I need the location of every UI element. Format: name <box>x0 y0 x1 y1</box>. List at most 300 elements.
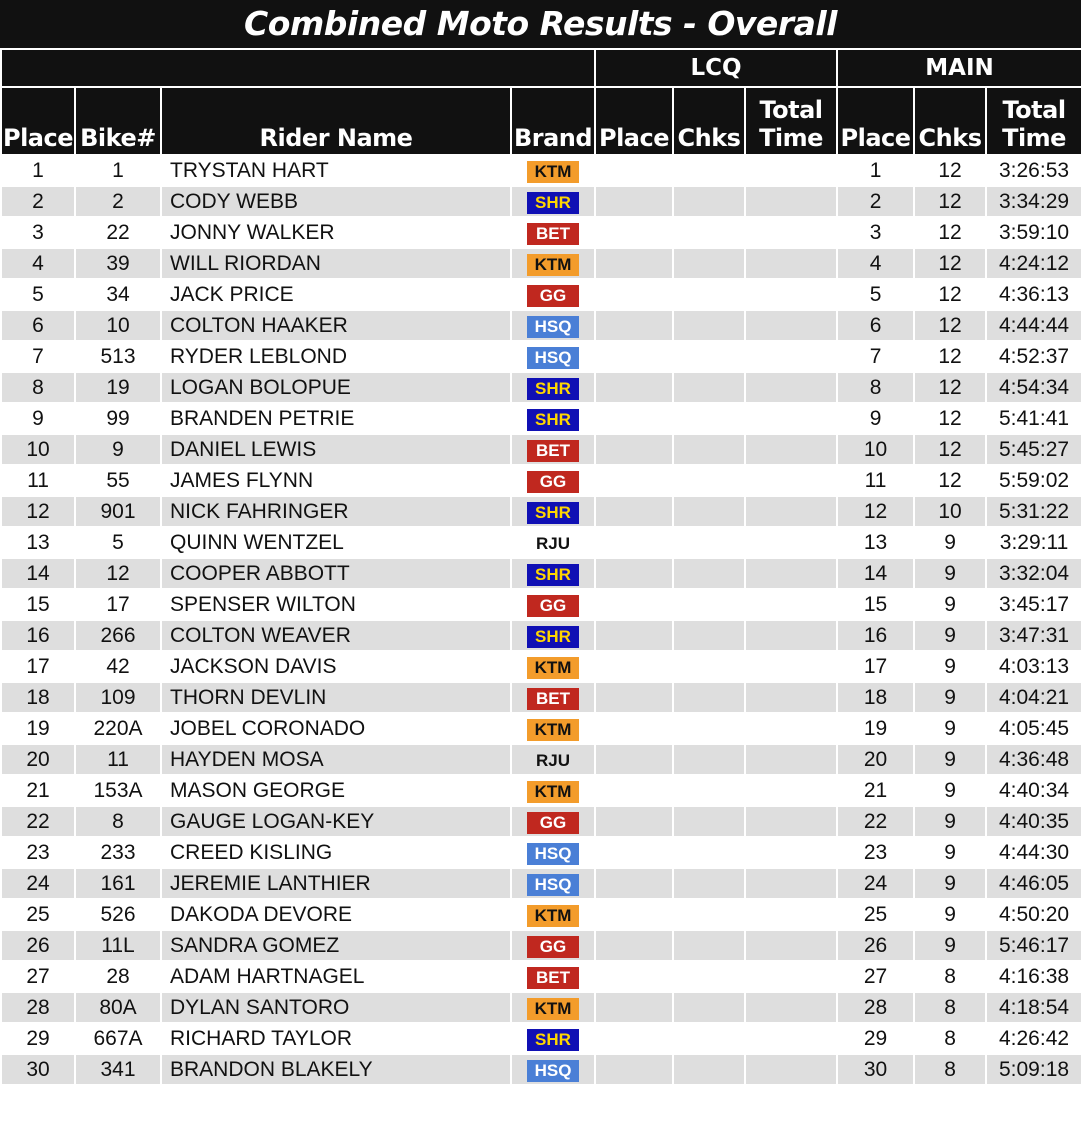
cell-rider-name: NICK FAHRINGER <box>161 496 511 527</box>
cell-brand <box>511 713 595 744</box>
table-row <box>1 310 1082 341</box>
cell-place: 30 <box>1 1054 75 1085</box>
cell-main-chks: 9 <box>914 589 986 620</box>
cell-main-total-time: 3:26:53 <box>986 155 1082 186</box>
cell-main-chks: 12 <box>914 155 986 186</box>
cell-lcq-place <box>595 837 673 868</box>
cell-main-chks: 12 <box>914 465 986 496</box>
cell-rider-name: SPENSER WILTON <box>161 589 511 620</box>
table-row <box>1 372 1082 403</box>
cell-main-total-time: 5:31:22 <box>986 496 1082 527</box>
cell-brand <box>511 465 595 496</box>
cell-lcq-place <box>595 744 673 775</box>
cell-bike-number: 513 <box>75 341 161 372</box>
cell-bike-number: 233 <box>75 837 161 868</box>
cell-lcq-place <box>595 248 673 279</box>
cell-brand <box>511 589 595 620</box>
cell-place: 10 <box>1 434 75 465</box>
cell-lcq-total-time <box>745 868 837 899</box>
cell-lcq-place <box>595 992 673 1023</box>
cell-main-total-time: 4:44:44 <box>986 310 1082 341</box>
table-row <box>1 1054 1082 1085</box>
cell-lcq-chks <box>673 527 745 558</box>
cell-place: 20 <box>1 744 75 775</box>
cell-main-place: 4 <box>837 248 914 279</box>
lcq-total-label: Total <box>759 96 823 124</box>
table-row <box>1 155 1082 186</box>
brand-badge: GG <box>527 285 579 307</box>
cell-rider-name: QUINN WENTZEL <box>161 527 511 558</box>
cell-rider-name: JACK PRICE <box>161 279 511 310</box>
cell-main-total-time: 4:52:37 <box>986 341 1082 372</box>
cell-main-total-time: 3:34:29 <box>986 186 1082 217</box>
table-row <box>1 713 1082 744</box>
cell-main-place: 14 <box>837 558 914 589</box>
cell-lcq-total-time <box>745 930 837 961</box>
cell-main-chks: 9 <box>914 558 986 589</box>
cell-brand <box>511 806 595 837</box>
cell-bike-number: 901 <box>75 496 161 527</box>
cell-bike-number: 99 <box>75 403 161 434</box>
cell-main-total-time: 4:36:48 <box>986 744 1082 775</box>
table-row <box>1 279 1082 310</box>
cell-bike-number: 55 <box>75 465 161 496</box>
cell-main-total-time: 4:03:13 <box>986 651 1082 682</box>
table-row <box>1 775 1082 806</box>
cell-bike-number: 42 <box>75 651 161 682</box>
brand-badge: HSQ <box>527 316 579 338</box>
cell-main-chks: 9 <box>914 930 986 961</box>
col-header-rider-name: Rider Name <box>161 87 511 155</box>
brand-badge: HSQ <box>527 1060 579 1082</box>
cell-lcq-total-time <box>745 682 837 713</box>
cell-rider-name: LOGAN BOLOPUE <box>161 372 511 403</box>
cell-main-place: 1 <box>837 155 914 186</box>
cell-brand <box>511 310 595 341</box>
group-header-row <box>1 49 1082 87</box>
table-row <box>1 248 1082 279</box>
cell-main-place: 5 <box>837 279 914 310</box>
cell-lcq-place <box>595 775 673 806</box>
cell-main-place: 27 <box>837 961 914 992</box>
cell-lcq-chks <box>673 837 745 868</box>
cell-main-place: 11 <box>837 465 914 496</box>
brand-badge: HSQ <box>527 843 579 865</box>
cell-main-chks: 8 <box>914 1054 986 1085</box>
cell-main-total-time: 5:46:17 <box>986 930 1082 961</box>
cell-lcq-total-time <box>745 558 837 589</box>
cell-lcq-chks <box>673 186 745 217</box>
brand-badge: SHR <box>527 626 579 648</box>
cell-lcq-chks <box>673 620 745 651</box>
cell-lcq-place <box>595 434 673 465</box>
brand-badge: GG <box>527 812 579 834</box>
cell-lcq-place <box>595 279 673 310</box>
cell-lcq-chks <box>673 279 745 310</box>
cell-lcq-chks <box>673 465 745 496</box>
cell-rider-name: CREED KISLING <box>161 837 511 868</box>
brand-badge: SHR <box>527 409 579 431</box>
cell-bike-number: 10 <box>75 310 161 341</box>
cell-rider-name: JONNY WALKER <box>161 217 511 248</box>
cell-place: 6 <box>1 310 75 341</box>
cell-main-place: 8 <box>837 372 914 403</box>
cell-place: 21 <box>1 775 75 806</box>
cell-lcq-chks <box>673 775 745 806</box>
brand-badge: SHR <box>527 1029 579 1051</box>
cell-main-total-time: 4:44:30 <box>986 837 1082 868</box>
cell-place: 24 <box>1 868 75 899</box>
cell-main-place: 21 <box>837 775 914 806</box>
cell-main-place: 13 <box>837 527 914 558</box>
cell-lcq-total-time <box>745 713 837 744</box>
brand-badge: GG <box>527 936 579 958</box>
cell-lcq-chks <box>673 217 745 248</box>
cell-lcq-place <box>595 558 673 589</box>
cell-bike-number: 11 <box>75 744 161 775</box>
cell-main-chks: 9 <box>914 868 986 899</box>
brand-badge: BET <box>527 440 579 462</box>
cell-lcq-total-time <box>745 248 837 279</box>
cell-lcq-total-time <box>745 155 837 186</box>
cell-place: 28 <box>1 992 75 1023</box>
cell-place: 29 <box>1 1023 75 1054</box>
cell-main-chks: 9 <box>914 527 986 558</box>
cell-main-place: 16 <box>837 620 914 651</box>
table-row <box>1 465 1082 496</box>
cell-main-total-time: 5:59:02 <box>986 465 1082 496</box>
table-row <box>1 1023 1082 1054</box>
cell-main-total-time: 4:54:34 <box>986 372 1082 403</box>
brand-badge: KTM <box>527 254 579 276</box>
cell-main-total-time: 5:41:41 <box>986 403 1082 434</box>
cell-lcq-chks <box>673 868 745 899</box>
brand-badge: SHR <box>527 378 579 400</box>
cell-lcq-place <box>595 372 673 403</box>
cell-lcq-place <box>595 341 673 372</box>
cell-main-chks: 9 <box>914 682 986 713</box>
cell-main-chks: 12 <box>914 217 986 248</box>
cell-brand <box>511 434 595 465</box>
cell-main-chks: 9 <box>914 713 986 744</box>
cell-bike-number: 1 <box>75 155 161 186</box>
cell-lcq-place <box>595 930 673 961</box>
cell-lcq-total-time <box>745 806 837 837</box>
cell-main-total-time: 4:26:42 <box>986 1023 1082 1054</box>
cell-main-chks: 9 <box>914 744 986 775</box>
brand-badge: SHR <box>527 192 579 214</box>
cell-brand <box>511 248 595 279</box>
cell-brand <box>511 155 595 186</box>
cell-rider-name: TRYSTAN HART <box>161 155 511 186</box>
cell-lcq-chks <box>673 372 745 403</box>
brand-badge: GG <box>527 471 579 493</box>
results-table <box>0 48 1083 1086</box>
cell-lcq-place <box>595 186 673 217</box>
table-row <box>1 992 1082 1023</box>
page-title: Combined Moto Results - Overall <box>0 0 1081 48</box>
results-body <box>1 155 1082 1085</box>
table-row <box>1 496 1082 527</box>
cell-brand <box>511 744 595 775</box>
cell-bike-number: 667A <box>75 1023 161 1054</box>
cell-bike-number: 9 <box>75 434 161 465</box>
cell-brand <box>511 868 595 899</box>
cell-main-total-time: 3:32:04 <box>986 558 1082 589</box>
cell-brand <box>511 217 595 248</box>
cell-main-place: 29 <box>837 1023 914 1054</box>
cell-lcq-place <box>595 496 673 527</box>
cell-rider-name: CODY WEBB <box>161 186 511 217</box>
cell-place: 16 <box>1 620 75 651</box>
table-row <box>1 806 1082 837</box>
cell-place: 19 <box>1 713 75 744</box>
cell-lcq-place <box>595 651 673 682</box>
cell-lcq-place <box>595 217 673 248</box>
col-header-lcq-chks: Chks <box>673 87 745 155</box>
cell-rider-name: COOPER ABBOTT <box>161 558 511 589</box>
cell-main-total-time: 4:36:13 <box>986 279 1082 310</box>
cell-bike-number: 2 <box>75 186 161 217</box>
cell-main-place: 6 <box>837 310 914 341</box>
cell-brand <box>511 682 595 713</box>
cell-lcq-chks <box>673 589 745 620</box>
cell-rider-name: DYLAN SANTORO <box>161 992 511 1023</box>
cell-main-total-time: 4:50:20 <box>986 899 1082 930</box>
cell-lcq-total-time <box>745 527 837 558</box>
cell-lcq-place <box>595 713 673 744</box>
cell-lcq-place <box>595 403 673 434</box>
cell-bike-number: 220A <box>75 713 161 744</box>
cell-lcq-total-time <box>745 899 837 930</box>
cell-main-total-time: 4:24:12 <box>986 248 1082 279</box>
cell-main-chks: 12 <box>914 372 986 403</box>
cell-brand <box>511 279 595 310</box>
cell-place: 25 <box>1 899 75 930</box>
brand-badge: GG <box>527 595 579 617</box>
group-header-lcq: LCQ <box>595 49 837 87</box>
cell-lcq-total-time <box>745 186 837 217</box>
cell-brand <box>511 1023 595 1054</box>
cell-main-chks: 12 <box>914 341 986 372</box>
cell-lcq-chks <box>673 899 745 930</box>
cell-lcq-place <box>595 310 673 341</box>
cell-lcq-total-time <box>745 310 837 341</box>
cell-bike-number: 153A <box>75 775 161 806</box>
cell-bike-number: 80A <box>75 992 161 1023</box>
brand-badge: HSQ <box>527 874 579 896</box>
cell-main-place: 9 <box>837 403 914 434</box>
cell-rider-name: RYDER LEBLOND <box>161 341 511 372</box>
cell-lcq-total-time <box>745 1054 837 1085</box>
cell-lcq-place <box>595 1054 673 1085</box>
cell-place: 26 <box>1 930 75 961</box>
cell-main-chks: 12 <box>914 279 986 310</box>
brand-badge: SHR <box>527 564 579 586</box>
brand-badge: KTM <box>527 719 579 741</box>
cell-lcq-chks <box>673 155 745 186</box>
cell-rider-name: JOBEL CORONADO <box>161 713 511 744</box>
cell-brand <box>511 992 595 1023</box>
cell-lcq-total-time <box>745 496 837 527</box>
cell-place: 3 <box>1 217 75 248</box>
cell-place: 17 <box>1 651 75 682</box>
cell-main-chks: 8 <box>914 992 986 1023</box>
brand-badge: KTM <box>527 657 579 679</box>
cell-lcq-chks <box>673 310 745 341</box>
brand-badge: BET <box>527 223 579 245</box>
cell-main-chks: 12 <box>914 248 986 279</box>
cell-bike-number: 22 <box>75 217 161 248</box>
table-row <box>1 558 1082 589</box>
cell-main-place: 28 <box>837 992 914 1023</box>
cell-lcq-total-time <box>745 837 837 868</box>
table-row <box>1 899 1082 930</box>
cell-place: 7 <box>1 341 75 372</box>
brand-badge: BET <box>527 688 579 710</box>
col-header-lcq-total-time <box>745 87 837 155</box>
cell-rider-name: BRANDON BLAKELY <box>161 1054 511 1085</box>
cell-lcq-chks <box>673 496 745 527</box>
cell-bike-number: 161 <box>75 868 161 899</box>
table-row <box>1 217 1082 248</box>
cell-lcq-chks <box>673 992 745 1023</box>
cell-main-place: 3 <box>837 217 914 248</box>
cell-lcq-total-time <box>745 403 837 434</box>
cell-main-place: 26 <box>837 930 914 961</box>
lcq-time-label: Time <box>759 124 823 152</box>
cell-bike-number: 12 <box>75 558 161 589</box>
cell-lcq-total-time <box>745 372 837 403</box>
cell-rider-name: MASON GEORGE <box>161 775 511 806</box>
cell-lcq-total-time <box>745 775 837 806</box>
table-row <box>1 837 1082 868</box>
cell-lcq-chks <box>673 1023 745 1054</box>
cell-rider-name: COLTON WEAVER <box>161 620 511 651</box>
cell-brand <box>511 620 595 651</box>
cell-brand <box>511 527 595 558</box>
cell-main-total-time: 5:09:18 <box>986 1054 1082 1085</box>
column-header-row <box>1 87 1082 155</box>
cell-bike-number: 5 <box>75 527 161 558</box>
cell-rider-name: HAYDEN MOSA <box>161 744 511 775</box>
cell-main-total-time: 3:29:11 <box>986 527 1082 558</box>
cell-main-place: 12 <box>837 496 914 527</box>
cell-bike-number: 526 <box>75 899 161 930</box>
cell-lcq-total-time <box>745 620 837 651</box>
cell-lcq-place <box>595 527 673 558</box>
col-header-main-total-time <box>986 87 1082 155</box>
cell-lcq-place <box>595 155 673 186</box>
cell-rider-name: JACKSON DAVIS <box>161 651 511 682</box>
cell-place: 14 <box>1 558 75 589</box>
cell-lcq-chks <box>673 651 745 682</box>
cell-brand <box>511 775 595 806</box>
table-row <box>1 620 1082 651</box>
cell-lcq-total-time <box>745 744 837 775</box>
cell-lcq-total-time <box>745 961 837 992</box>
cell-bike-number: 11L <box>75 930 161 961</box>
cell-rider-name: ADAM HARTNAGEL <box>161 961 511 992</box>
main-total-label: Total <box>1002 96 1066 124</box>
brand-badge: RJU <box>535 750 570 770</box>
cell-place: 12 <box>1 496 75 527</box>
cell-main-total-time: 4:40:34 <box>986 775 1082 806</box>
cell-lcq-total-time <box>745 992 837 1023</box>
cell-place: 27 <box>1 961 75 992</box>
brand-badge: KTM <box>527 161 579 183</box>
cell-main-chks: 12 <box>914 434 986 465</box>
cell-main-place: 18 <box>837 682 914 713</box>
cell-brand <box>511 651 595 682</box>
col-header-bike: Bike# <box>75 87 161 155</box>
col-header-place: Place <box>1 87 75 155</box>
cell-main-chks: 8 <box>914 961 986 992</box>
cell-brand <box>511 558 595 589</box>
cell-main-place: 17 <box>837 651 914 682</box>
cell-main-place: 15 <box>837 589 914 620</box>
cell-place: 2 <box>1 186 75 217</box>
cell-lcq-total-time <box>745 651 837 682</box>
cell-lcq-total-time <box>745 465 837 496</box>
cell-lcq-place <box>595 961 673 992</box>
cell-rider-name: SANDRA GOMEZ <box>161 930 511 961</box>
cell-main-total-time: 4:16:38 <box>986 961 1082 992</box>
cell-brand <box>511 930 595 961</box>
cell-brand <box>511 899 595 930</box>
cell-main-total-time: 4:05:45 <box>986 713 1082 744</box>
cell-rider-name: RICHARD TAYLOR <box>161 1023 511 1054</box>
cell-main-total-time: 3:45:17 <box>986 589 1082 620</box>
cell-lcq-place <box>595 465 673 496</box>
brand-badge: RJU <box>535 533 570 553</box>
main-time-label: Time <box>1002 124 1066 152</box>
table-row <box>1 651 1082 682</box>
cell-rider-name: WILL RIORDAN <box>161 248 511 279</box>
cell-place: 5 <box>1 279 75 310</box>
cell-bike-number: 39 <box>75 248 161 279</box>
table-row <box>1 527 1082 558</box>
cell-rider-name: DAKODA DEVORE <box>161 899 511 930</box>
cell-main-chks: 9 <box>914 899 986 930</box>
col-header-main-chks: Chks <box>914 87 986 155</box>
cell-lcq-chks <box>673 744 745 775</box>
table-row <box>1 341 1082 372</box>
cell-main-chks: 12 <box>914 310 986 341</box>
cell-bike-number: 109 <box>75 682 161 713</box>
cell-lcq-chks <box>673 930 745 961</box>
cell-lcq-place <box>595 1023 673 1054</box>
cell-bike-number: 17 <box>75 589 161 620</box>
cell-place: 15 <box>1 589 75 620</box>
cell-main-place: 23 <box>837 837 914 868</box>
cell-lcq-place <box>595 806 673 837</box>
cell-main-chks: 12 <box>914 403 986 434</box>
cell-main-place: 19 <box>837 713 914 744</box>
cell-place: 22 <box>1 806 75 837</box>
cell-place: 13 <box>1 527 75 558</box>
cell-place: 18 <box>1 682 75 713</box>
cell-lcq-chks <box>673 806 745 837</box>
cell-brand <box>511 961 595 992</box>
cell-main-total-time: 4:40:35 <box>986 806 1082 837</box>
cell-lcq-total-time <box>745 434 837 465</box>
cell-bike-number: 34 <box>75 279 161 310</box>
cell-lcq-total-time <box>745 1023 837 1054</box>
cell-lcq-chks <box>673 341 745 372</box>
cell-main-chks: 10 <box>914 496 986 527</box>
cell-main-total-time: 4:18:54 <box>986 992 1082 1023</box>
